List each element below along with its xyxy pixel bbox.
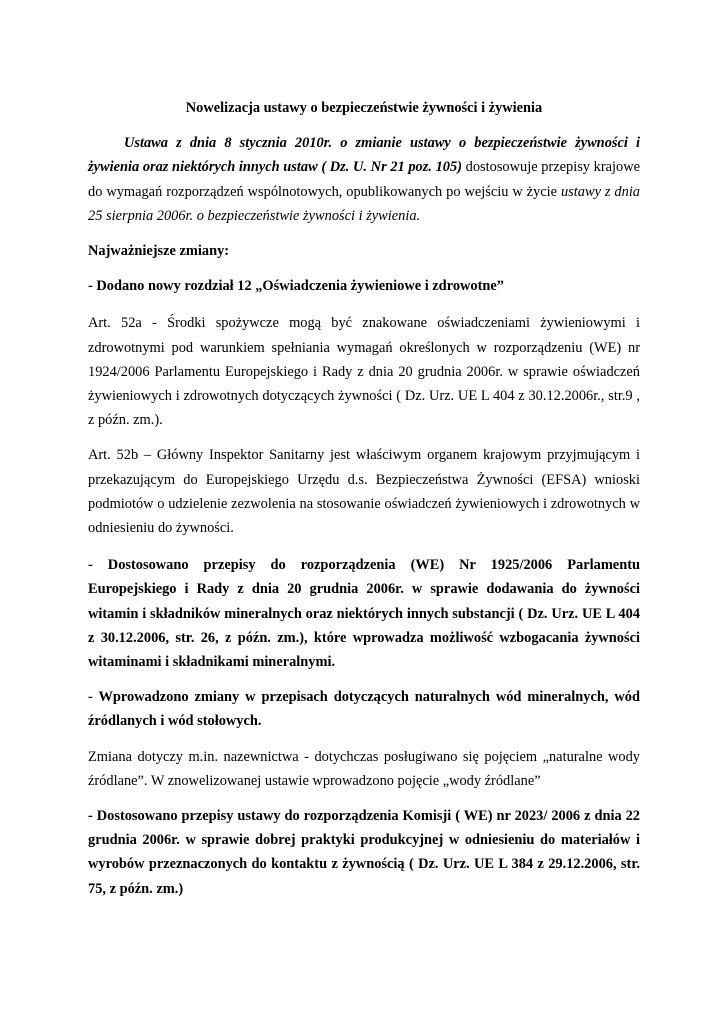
intro-act-reference: Ustawa z dnia 8 stycznia 2010r. o zmianie ustawy o bezpieczeństwie żywności i żywienia oraz niektórych innych ustaw ( Dz. U. Nr 21 poz. 105) [88,135,640,176]
section2-paragraph: - Dostosowano przepisy do rozporządzenia (WE) Nr 1925/2006 Parlamentu Europejskiego i Rady z dnia 20 grudnia 2006r. w sprawie dodawania do żywności witamin i składników mineralnych oraz niektórych innych substancji ( Dz. Urz. UE L 404 z 30.12.2006, str. 26, z późn. zm.), które wprowadza możliwość wzbogacania żywności witaminami i składnikami mineralnymi. [88,557,640,671]
intro-paragraph [88,131,640,228]
section4-paragraph: - Dostosowano przepisy ustawy do rozporządzenia Komisji ( WE) nr 2023/ 2006 z dnia 22 grudnia 2006r. w sprawie dobrej praktyki produkcyjnej w odniesieniu do materiałów i wyrobów przeznaczonych do kontaktu z żywnością ( Dz. Urz. UE L 384 z 29.12.2006, str. 75, z późn. zm.) [88,808,640,897]
intro-act-title: ustawy z dnia 25 sierpnia 2006r. o bezpieczeństwie żywności i żywienia. [88,183,641,224]
intro-text: dostosowuje przepisy krajowe do wymagań rozporządzeń wspólnotowych, opublikowanych po wejściu w życie [88,159,640,200]
document-title: Nowelizacja ustawy o bezpieczeństwie żywności i żywienia [185,100,543,116]
section1-heading: - Dodano nowy rozdział 12 „Oświadczenia żywieniowe i zdrowotne” [88,278,504,295]
article-52a: Art. 52a - Środki spożywcze mogą być znakowane oświadczeniami żywieniowymi i zdrowotnymi pod warunkiem spełniania wymagań określonych w rozporządzeniu (WE) nr 1924/2006 Parlamentu Europejskiego i Rady z dnia 20 grudnia 2006r. w sprawie oświadczeń żywieniowych i zdrowotnych dotyczących żywności ( Dz. Urz. UE L 404 z 30.12.2006r., str.9 , z późn. zm.). [88,315,640,429]
article-52b: Art. 52b – Główny Inspektor Sanitarny jest właściwym organem krajowym przyjmującym i przekazującym do Europejskiego Urzędu d.s. Bezpieczeństwa Żywności (EFSA) wnioski podmiotów o udzielenie zezwolenia na stosowanie oświadczeń żywieniowych i zdrowotnych w odniesieniu do żywności. [88,447,640,537]
changes-heading: Najważniejsze zmiany: [88,243,230,260]
section3-text: Zmiana dotyczy m.in. nazewnictwa - dotychczas posługiwano się pojęciem „naturalne wody źródlane”. W znowelizowanej ustawie wprowadzono pojęcie „wody źródlane” [88,748,640,789]
section3-heading: - Wprowadzono zmiany w przepisach dotyczących naturalnych wód mineralnych, wód źródlanych i wód stołowych. [88,689,640,730]
document-page [88,96,640,912]
